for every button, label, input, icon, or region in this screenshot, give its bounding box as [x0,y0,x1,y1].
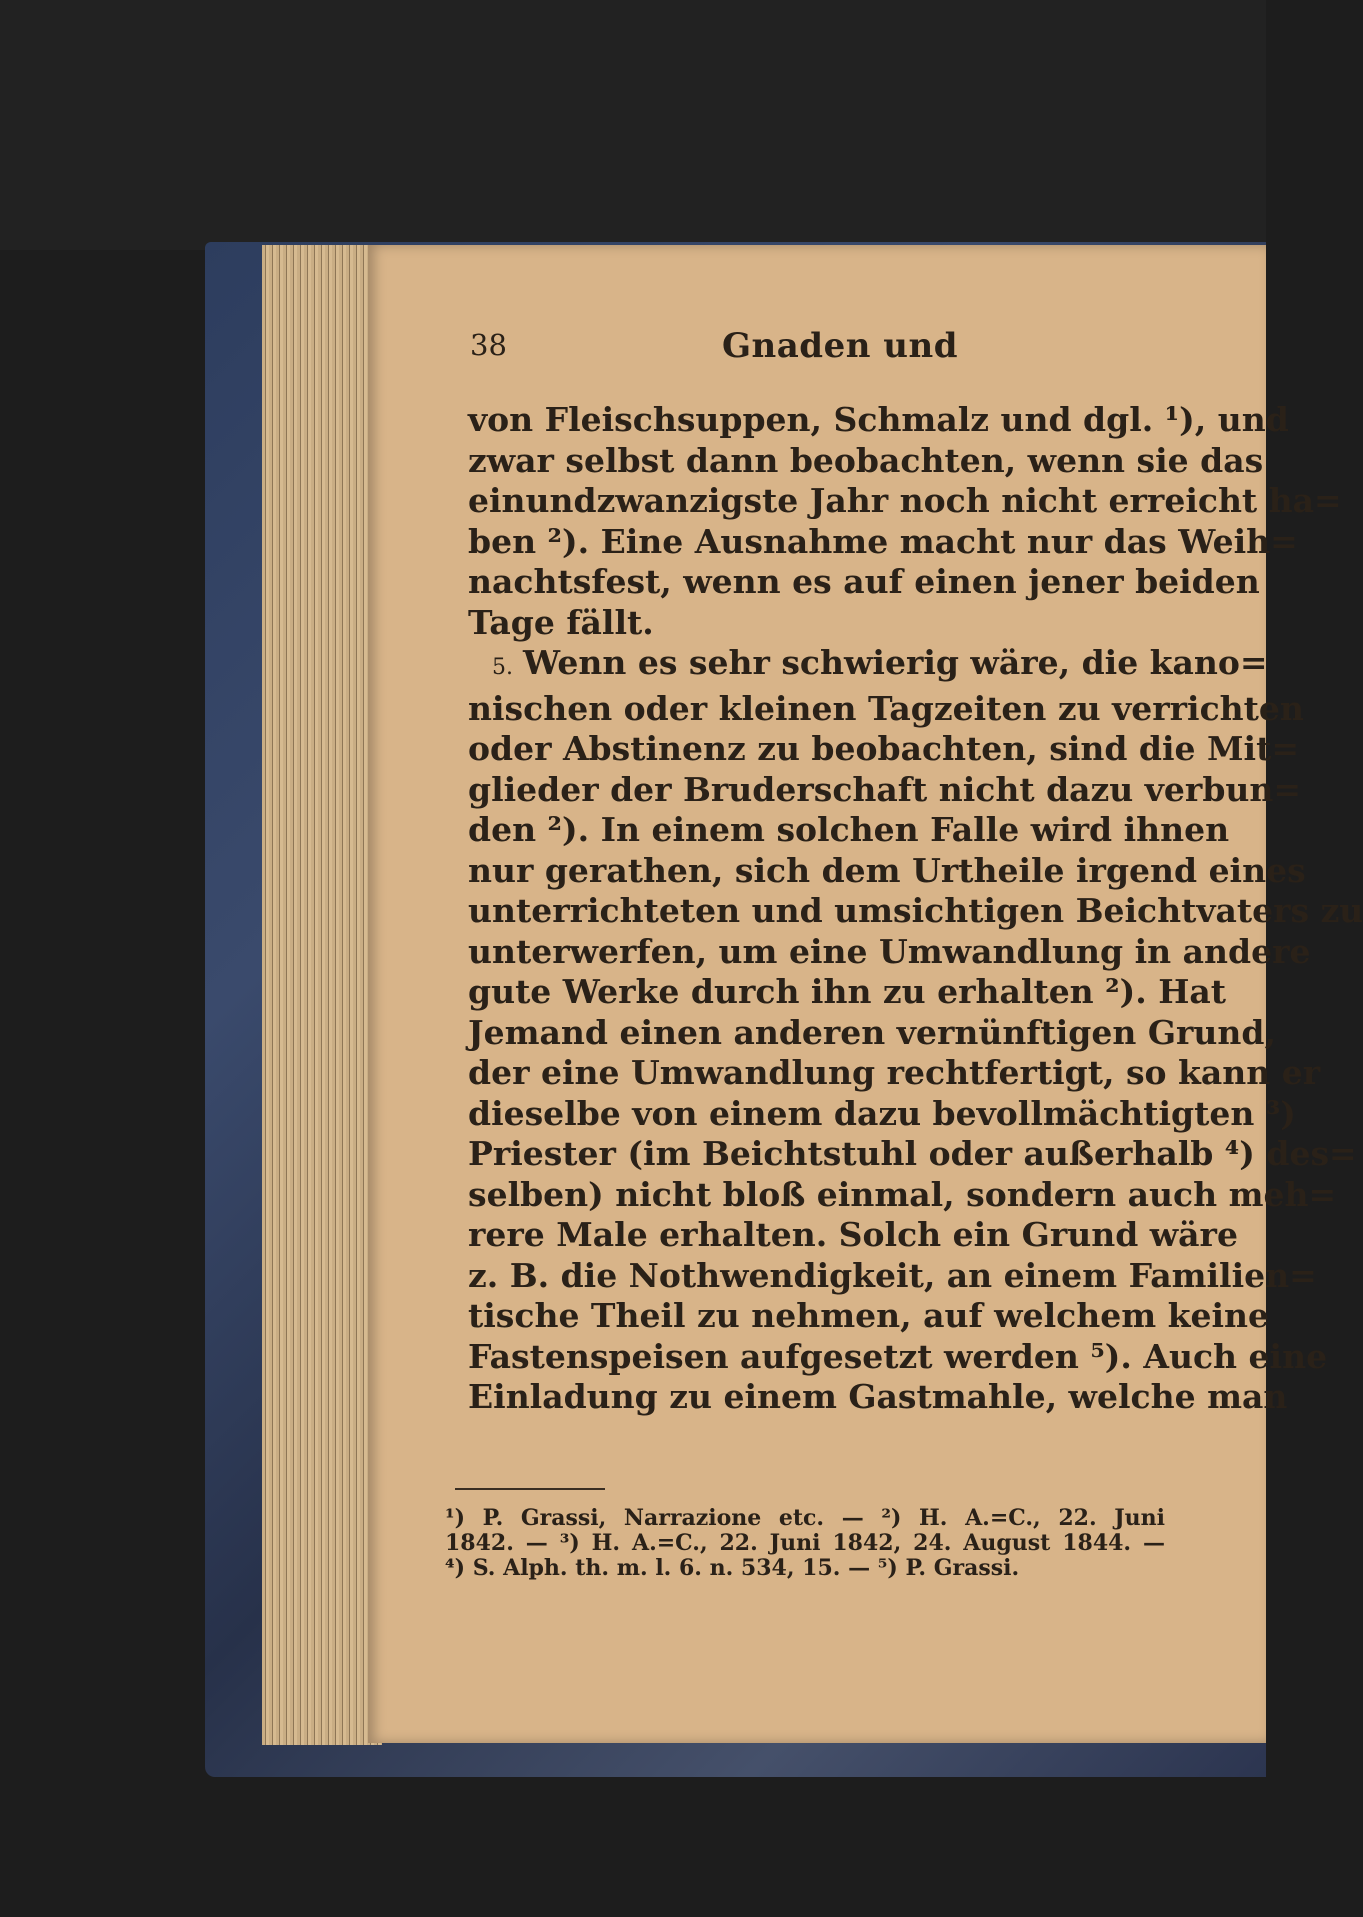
text-line: Einladung zu einem Gastmahle, welche man [468,1377,1288,1416]
text-line: zwar selbst dann beobachten, wenn sie das [468,440,1264,480]
text-line: Fastenspeisen aufgesetzt werden ⁵). Auch eine [468,1336,1328,1376]
footnotes [445,1506,1165,1581]
page-number: 38 [470,328,507,362]
footnote-line: 1842. — ³) H. A.=C., 22. Juni 1842, 24. August 1844. — [445,1530,1165,1556]
paragraph-number: 5. [492,655,513,680]
text-line: nischen oder kleinen Tagzeiten zu verrichten [468,688,1304,728]
text-line: nachtsfest, wenn es auf einen jener beiden [468,562,1260,601]
text-line: z. B. die Nothwendigkeit, an einem Familien= [468,1255,1317,1295]
background [0,0,1266,250]
text-line: nur gerathen, sich dem Urtheile irgend eines [468,850,1306,890]
text-line: den ²). In einem solchen Falle wird ihnen [468,810,1230,849]
text-line: einundzwanzigste Jahr noch nicht erreicht ha= [468,481,1342,520]
text-line: von Fleischsuppen, Schmalz und dgl. ¹), und [468,400,1289,439]
footnote-line: ¹) P. Grassi, Narrazione etc. — ²) H. A.=C., 22. Juni [445,1505,1165,1531]
text-line: unterwerfen, um eine Umwandlung in andere [468,931,1311,971]
body-text [468,400,1363,1418]
footnote-rule [455,1488,605,1490]
text-line: gute Werke durch ihn zu erhalten ²). Hat [468,972,1227,1011]
text-line: Wenn es sehr schwierig wäre, die kano= [523,643,1268,682]
text-line: Priester (im Beichtstuhl oder außerhalb ⁴) des= [468,1134,1357,1173]
running-head: Gnaden und [722,326,958,366]
page-edges [262,245,382,1745]
text-line: unterrichteten und umsichtigen Beichtvaters zu [468,891,1363,930]
text-line: tische Theil zu nehmen, auf welchem keine [468,1296,1269,1335]
text-line: selben) nicht bloß einmal, sondern auch meh= [468,1174,1337,1214]
text-line: rere Male erhalten. Solch ein Grund wäre [468,1215,1238,1254]
text-line: dieselbe von einem dazu bevollmächtigten ³) [468,1093,1296,1133]
page-header [470,328,1210,378]
text-line: der eine Umwandlung rechtfertigt, so kann er [468,1053,1321,1092]
text-line: Tage fällt. [468,602,654,642]
footnote-line: ⁴) S. Alph. th. m. l. 6. n. 534, 15. — ⁵) P. Grassi. [445,1555,1020,1581]
text-line: oder Abstinenz zu beobachten, sind die Mit= [468,729,1299,768]
paragraph-5-first-line [468,643,1268,689]
text-line: ben ²). Eine Ausnahme macht nur das Weih= [468,521,1298,561]
text-line: Jemand einen anderen vernünftigen Grund, [468,1012,1276,1052]
text-line: glieder der Bruderschaft nicht dazu verbun= [468,769,1302,809]
